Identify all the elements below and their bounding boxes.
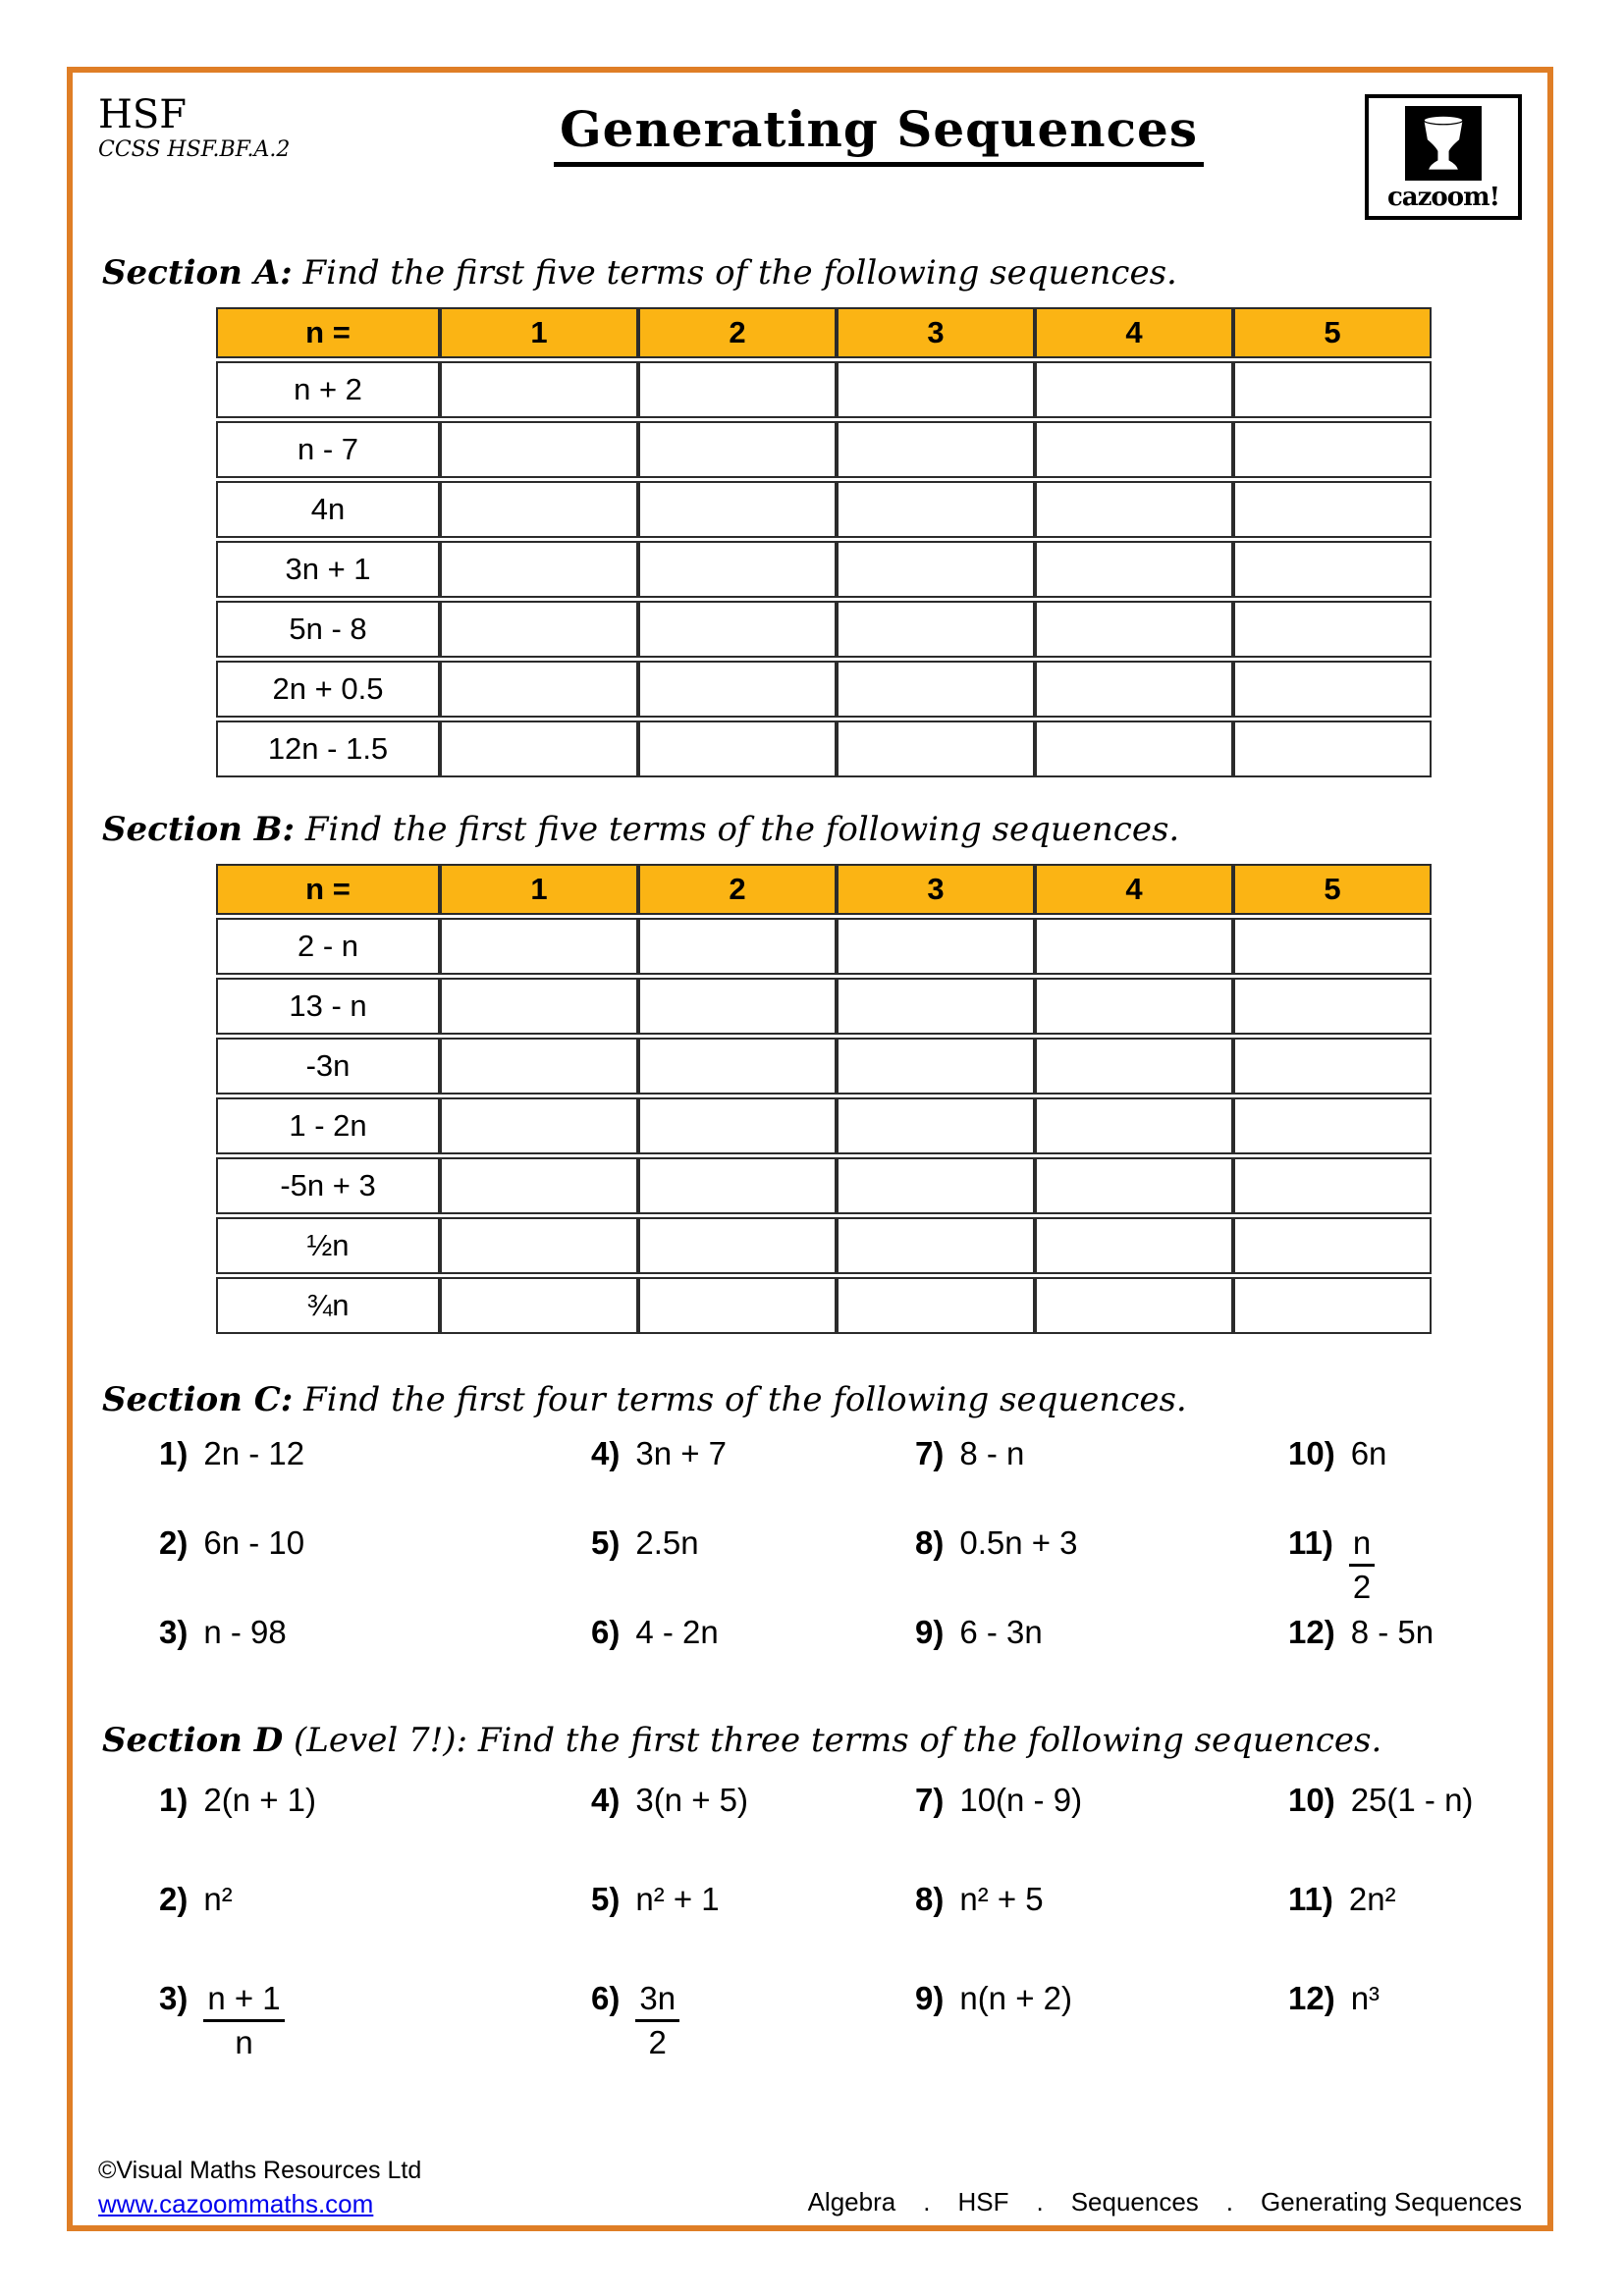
problem-expression: n - 98	[203, 1614, 287, 1650]
section-a-header-cell: 1	[440, 307, 638, 358]
section-b-instructions: Find the first five terms of the following sequences.	[295, 810, 1180, 849]
answer-cell	[440, 1157, 638, 1214]
section-c-problem	[591, 1614, 915, 1703]
problem-number: 5)	[591, 1524, 621, 1561]
section-b-row	[216, 918, 1432, 975]
section-b-header-cell: n =	[216, 864, 440, 915]
expression-cell: -5n + 3	[216, 1157, 440, 1214]
fraction	[203, 1980, 284, 2061]
answer-cell	[1035, 1097, 1233, 1154]
problem-expression: n(n + 2)	[959, 1980, 1072, 2016]
section-c-problem	[591, 1524, 915, 1614]
answer-cell	[1233, 1217, 1432, 1274]
answer-cell	[1035, 1217, 1233, 1274]
answer-cell	[638, 1097, 837, 1154]
answer-cell	[638, 1157, 837, 1214]
fraction-denominator: 2	[1352, 1569, 1372, 1605]
answer-cell	[1233, 1157, 1432, 1214]
section-a-row	[216, 601, 1432, 658]
section-a-label: Section A:	[102, 253, 293, 293]
section-d-problem	[1288, 1782, 1522, 1881]
answer-cell	[440, 601, 638, 658]
section-a-header-cell: n =	[216, 307, 440, 358]
breadcrumb-item: Generating Sequences	[1261, 2187, 1522, 2216]
problem-expression: n² + 1	[635, 1881, 720, 1917]
page-footer	[98, 2157, 1522, 2219]
title-wrap	[393, 94, 1365, 167]
answer-cell	[1233, 601, 1432, 658]
section-c-problems	[159, 1435, 1522, 1703]
section-a-row	[216, 661, 1432, 718]
section-b-header-cell: 4	[1035, 864, 1233, 915]
section-a-header-cell: 4	[1035, 307, 1233, 358]
answer-cell	[638, 361, 837, 418]
answer-cell	[638, 661, 837, 718]
problem-number: 2)	[159, 1881, 189, 1917]
page-header	[98, 94, 1522, 220]
expression-cell: ¾n	[216, 1277, 440, 1334]
problem-expression	[1349, 1524, 1375, 1606]
problem-expression: 2.5n	[635, 1524, 699, 1561]
answer-cell	[837, 721, 1035, 777]
problem-expression: n²	[203, 1881, 233, 1917]
section-a-instructions: Find the first five terms of the following sequences.	[292, 253, 1177, 293]
answer-cell	[440, 1217, 638, 1274]
section-d-problem	[591, 1782, 915, 1881]
section-a-row	[216, 481, 1432, 538]
answer-cell	[440, 918, 638, 975]
answer-cell	[638, 601, 837, 658]
problem-expression: 3n + 7	[635, 1435, 728, 1471]
answer-cell	[1233, 421, 1432, 478]
answer-cell	[638, 481, 837, 538]
problem-number: 8)	[915, 1524, 945, 1561]
problem-number: 6)	[591, 1980, 621, 2016]
section-b-row	[216, 1038, 1432, 1095]
answer-cell	[1035, 1157, 1233, 1214]
problem-number: 1)	[159, 1435, 189, 1471]
breadcrumb-separator: .	[1225, 2187, 1234, 2216]
breadcrumb-separator: .	[923, 2187, 931, 2216]
answer-cell	[638, 918, 837, 975]
answer-cell	[837, 1217, 1035, 1274]
section-c-problem	[1288, 1524, 1522, 1614]
problem-expression: 2n²	[1348, 1881, 1396, 1917]
answer-cell	[1233, 661, 1432, 718]
section-d-problem	[591, 1881, 915, 1980]
answer-cell	[440, 978, 638, 1035]
problem-expression	[635, 1980, 679, 2061]
answer-cell	[440, 1277, 638, 1334]
expression-cell: ½n	[216, 1217, 440, 1274]
answer-cell	[837, 421, 1035, 478]
fraction-numerator: n	[1349, 1524, 1375, 1567]
problem-expression: 6n	[1350, 1435, 1387, 1471]
answer-cell	[440, 481, 638, 538]
answer-cell	[837, 1157, 1035, 1214]
section-d-problem	[915, 1782, 1288, 1881]
expression-cell: 12n - 1.5	[216, 721, 440, 777]
fraction-numerator: n + 1	[203, 1980, 284, 2022]
problem-number: 9)	[915, 1614, 945, 1650]
answer-cell	[837, 361, 1035, 418]
expression-cell: 2n + 0.5	[216, 661, 440, 718]
problem-number: 5)	[591, 1881, 621, 1917]
section-b-row	[216, 1217, 1432, 1274]
problem-expression: 3(n + 5)	[635, 1782, 748, 1818]
section-b-table	[216, 861, 1432, 1337]
answer-cell	[440, 721, 638, 777]
answer-cell	[638, 1277, 837, 1334]
answer-cell	[1233, 481, 1432, 538]
section-a-header-cell: 2	[638, 307, 837, 358]
problem-number: 11)	[1288, 1524, 1333, 1561]
section-b-row	[216, 1277, 1432, 1334]
problem-expression: 6 - 3n	[959, 1614, 1043, 1650]
answer-cell	[1035, 918, 1233, 975]
problem-number: 10)	[1288, 1782, 1335, 1818]
expression-cell: 2 - n	[216, 918, 440, 975]
section-c-problem	[915, 1435, 1288, 1524]
problem-expression: 10(n - 9)	[959, 1782, 1083, 1818]
standard-code-block	[98, 94, 393, 162]
section-c-problem	[159, 1614, 591, 1703]
breadcrumb-item: HSF	[957, 2187, 1009, 2216]
fraction	[1349, 1524, 1375, 1606]
section-a-row	[216, 361, 1432, 418]
answer-cell	[1035, 481, 1233, 538]
problem-number: 11)	[1288, 1881, 1333, 1917]
section-d-problem	[159, 1881, 591, 1980]
section-d-heading	[102, 1721, 1522, 1760]
problem-number: 6)	[591, 1614, 621, 1650]
problem-number: 4)	[591, 1435, 621, 1471]
section-a-header-cell: 3	[837, 307, 1035, 358]
answer-cell	[837, 1277, 1035, 1334]
section-d-instructions: (Level 7!): Find the first three terms of the following sequences.	[283, 1721, 1382, 1760]
section-d-label: Section D	[102, 1721, 284, 1760]
section-c-problem	[915, 1524, 1288, 1614]
answer-cell	[440, 1038, 638, 1095]
section-d-problem	[1288, 1980, 1522, 2079]
section-c-problem	[159, 1524, 591, 1614]
breadcrumb-item: Sequences	[1070, 2187, 1199, 2216]
section-a-row	[216, 421, 1432, 478]
problem-number: 12)	[1288, 1980, 1335, 2016]
section-d-problem	[159, 1782, 591, 1881]
problem-number: 1)	[159, 1782, 189, 1818]
answer-cell	[837, 1038, 1035, 1095]
answer-cell	[1035, 421, 1233, 478]
breadcrumb-separator: .	[1036, 2187, 1044, 2216]
logo-wordmark: cazoom!	[1386, 183, 1500, 212]
breadcrumb-item: Algebra	[807, 2187, 896, 2216]
section-d-problem	[1288, 1881, 1522, 1980]
answer-cell	[1035, 721, 1233, 777]
answer-cell	[1035, 978, 1233, 1035]
problem-expression: n³	[1350, 1980, 1380, 2016]
fraction-denominator: n	[235, 2024, 253, 2060]
section-c-instructions: Find the first four terms of the following sequences.	[293, 1380, 1187, 1419]
problem-number: 9)	[915, 1980, 945, 2016]
section-a-header-cell: 5	[1233, 307, 1432, 358]
problem-number: 10)	[1288, 1435, 1335, 1471]
section-b-header-cell: 3	[837, 864, 1035, 915]
answer-cell	[1233, 1097, 1432, 1154]
answer-cell	[837, 541, 1035, 598]
section-b-header-cell: 2	[638, 864, 837, 915]
answer-cell	[1035, 601, 1233, 658]
fraction-denominator: 2	[648, 2024, 667, 2060]
answer-cell	[1233, 1277, 1432, 1334]
problem-number: 3)	[159, 1980, 189, 2016]
expression-cell: 5n - 8	[216, 601, 440, 658]
section-d-problems	[159, 1782, 1522, 2079]
problem-number: 2)	[159, 1524, 189, 1561]
expression-cell: n + 2	[216, 361, 440, 418]
answer-cell	[638, 721, 837, 777]
problem-expression: 6n - 10	[203, 1524, 305, 1561]
expression-cell: 13 - n	[216, 978, 440, 1035]
problem-number: 3)	[159, 1614, 189, 1650]
expression-cell: 3n + 1	[216, 541, 440, 598]
section-b-heading	[102, 810, 1522, 849]
expression-cell: 4n	[216, 481, 440, 538]
problem-number: 8)	[915, 1881, 945, 1917]
section-b-row	[216, 978, 1432, 1035]
problem-expression: 0.5n + 3	[959, 1524, 1078, 1561]
answer-cell	[837, 601, 1035, 658]
problem-expression: 4 - 2n	[635, 1614, 719, 1650]
answer-cell	[638, 978, 837, 1035]
answer-cell	[1233, 361, 1432, 418]
problem-expression: n² + 5	[959, 1881, 1044, 1917]
section-b-header-cell: 5	[1233, 864, 1432, 915]
drum-icon	[1405, 106, 1482, 181]
answer-cell	[837, 1097, 1035, 1154]
section-b-row	[216, 1097, 1432, 1154]
answer-cell	[1233, 541, 1432, 598]
problem-expression: 2(n + 1)	[203, 1782, 316, 1818]
answer-cell	[638, 541, 837, 598]
section-b-label: Section B:	[102, 810, 296, 849]
section-c-problem	[1288, 1614, 1522, 1703]
answer-cell	[440, 1097, 638, 1154]
section-c-problem	[1288, 1435, 1522, 1524]
problem-number: 7)	[915, 1435, 945, 1471]
answer-cell	[440, 541, 638, 598]
section-c-problem	[159, 1435, 591, 1524]
answer-cell	[638, 421, 837, 478]
problem-number: 4)	[591, 1782, 621, 1818]
answer-cell	[440, 421, 638, 478]
breadcrumb	[798, 2187, 1522, 2219]
expression-cell: 1 - 2n	[216, 1097, 440, 1154]
section-c-problem	[915, 1614, 1288, 1703]
problem-expression: 8 - n	[959, 1435, 1025, 1471]
copyright-text: ©Visual Maths Resources Ltd	[98, 2157, 422, 2184]
section-c-heading	[102, 1380, 1522, 1419]
problem-number: 7)	[915, 1782, 945, 1818]
fraction	[635, 1980, 679, 2061]
worksheet-page	[67, 67, 1553, 2231]
section-a-table	[216, 304, 1432, 780]
page-title: Generating Sequences	[554, 100, 1204, 167]
answer-cell	[440, 361, 638, 418]
answer-cell	[837, 918, 1035, 975]
section-d-problem	[915, 1980, 1288, 2079]
answer-cell	[1035, 1038, 1233, 1095]
section-d-problem	[159, 1980, 591, 2079]
answer-cell	[1233, 918, 1432, 975]
level-code: HSF	[98, 92, 188, 137]
section-a-heading	[102, 253, 1522, 293]
footer-left	[98, 2157, 421, 2219]
answer-cell	[1035, 661, 1233, 718]
section-b-row	[216, 1157, 1432, 1214]
answer-cell	[837, 481, 1035, 538]
cazoom-logo	[1365, 94, 1522, 220]
problem-expression: 25(1 - n)	[1350, 1782, 1474, 1818]
website-link[interactable]: www.cazoommaths.com	[98, 2189, 374, 2218]
expression-cell: n - 7	[216, 421, 440, 478]
answer-cell	[638, 1217, 837, 1274]
answer-cell	[1233, 978, 1432, 1035]
section-d-problem	[591, 1980, 915, 2079]
fraction-numerator: 3n	[635, 1980, 679, 2022]
answer-cell	[837, 978, 1035, 1035]
expression-cell: -3n	[216, 1038, 440, 1095]
section-c-problem	[591, 1435, 915, 1524]
answer-cell	[1035, 361, 1233, 418]
problem-number: 12)	[1288, 1614, 1335, 1650]
section-b-header-cell: 1	[440, 864, 638, 915]
answer-cell	[1035, 1277, 1233, 1334]
answer-cell	[638, 1038, 837, 1095]
problem-expression: 8 - 5n	[1350, 1614, 1435, 1650]
answer-cell	[440, 661, 638, 718]
answer-cell	[1233, 1038, 1432, 1095]
answer-cell	[1233, 721, 1432, 777]
problem-expression	[203, 1980, 284, 2061]
section-d-problem	[915, 1881, 1288, 1980]
section-c-label: Section C:	[102, 1380, 294, 1419]
section-a-row	[216, 541, 1432, 598]
answer-cell	[1035, 541, 1233, 598]
section-a-row	[216, 721, 1432, 777]
problem-expression: 2n - 12	[203, 1435, 305, 1471]
answer-cell	[837, 661, 1035, 718]
ccss-code: CCSS HSF.BF.A.2	[98, 137, 291, 162]
